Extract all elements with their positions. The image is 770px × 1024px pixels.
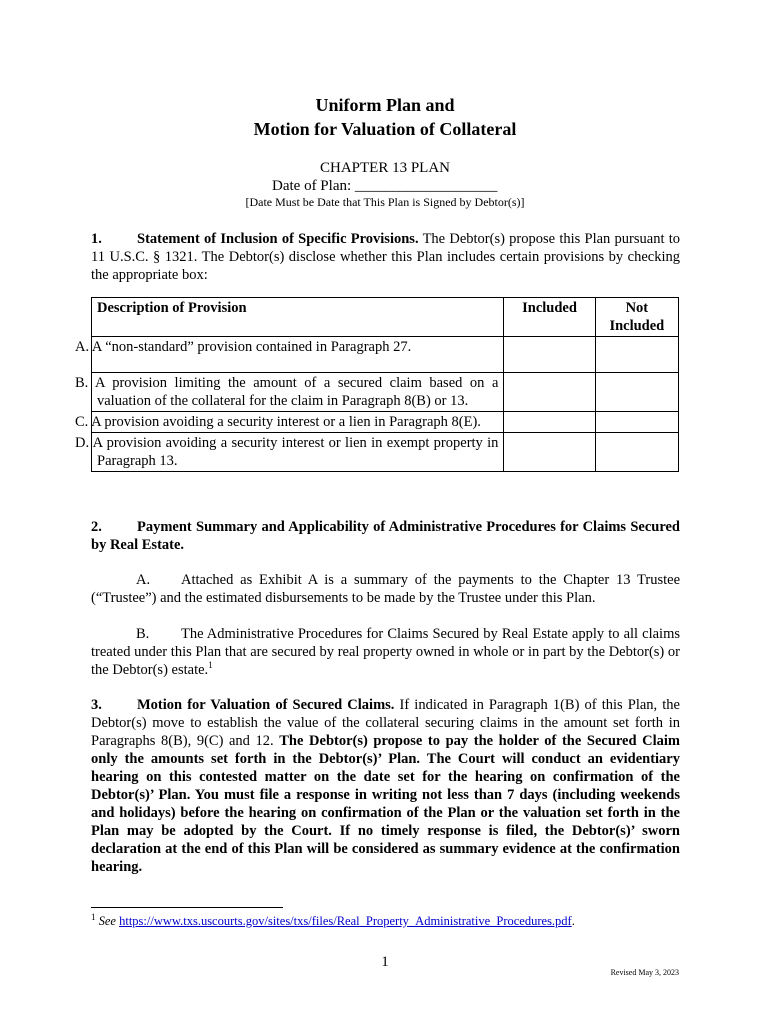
row-a-not-included-box[interactable] — [595, 337, 678, 373]
date-note: [Date Must be Date that This Plan is Signed by Debtor(s)] — [245, 195, 525, 209]
chapter-heading: CHAPTER 13 PLAN — [319, 160, 450, 176]
section-1-heading: Statement of Inclusion of Specific Provisions. — [137, 231, 419, 247]
page-number: 1 — [381, 954, 389, 970]
section-2a-label: A. — [136, 572, 151, 588]
row-b-included-box[interactable] — [504, 373, 595, 412]
header-included: Included — [504, 298, 595, 337]
section-2-heading: Payment Summary and Applicability of Administrative Procedures for Claims Secured by Real Estate. — [91, 519, 680, 553]
table-row — [92, 412, 679, 433]
doc-title-line2: Motion for Valuation of Collateral — [253, 119, 517, 139]
section-2a-text: Attached as Exhibit A is a summary of the payments to the Chapter 13 Trustee (“Trustee”) and the estimated disbursements to be made by the Trustee under this Plan. — [91, 572, 680, 606]
footnote-see: See — [98, 914, 116, 928]
header-not-included: Not Included — [595, 298, 678, 337]
section-3-text: If indicated in Paragraph 1(B) of this Plan, the Debtor(s) move to establish the value of the collateral securing claims in the amount set forth in Paragraphs 8(B), 9(C) and 12. — [91, 697, 680, 749]
row-c-not-included-box[interactable] — [595, 412, 678, 433]
revised-date: Revised May 3, 2023 — [610, 968, 679, 977]
row-a-included-box[interactable] — [504, 337, 595, 373]
row-a-description: A. A “non-standard” provision contained in Paragraph 27. — [92, 337, 504, 373]
table-row — [92, 433, 679, 472]
row-b-description: B. A provision limiting the amount of a secured claim based on a valuation of the collateral for the claim in Paragraph 8(B) or 13. — [92, 373, 504, 412]
row-b-not-included-box[interactable] — [595, 373, 678, 412]
row-c-description: C. A provision avoiding a security interest or a lien in Paragraph 8(E). — [92, 412, 504, 433]
section-3-number: 3. — [91, 697, 102, 713]
footnote-link[interactable]: https://www.txs.uscourts.gov/sites/txs/files/Real_Property_Administrative_Procedures.pdf — [119, 914, 572, 928]
table-header-row — [92, 298, 679, 337]
section-2b-label: B. — [136, 626, 150, 642]
section-1-number: 1. — [91, 231, 102, 247]
section-2b-text: The Administrative Procedures for Claims Secured by Real Estate apply to all claims treated under this Plan that are secured by real property owned in whole or in part by the Debtor(s) or the Debtor(s) estate. — [91, 626, 680, 678]
header-description: Description of Provision — [92, 298, 504, 337]
footnote: $^1$ See https://www.txs.uscourts.gov/sites/txs/files/Real_Property_Administrative_Procedures.pdf. — [91, 911, 575, 928]
section-2b — [91, 625, 680, 679]
section-3 — [91, 696, 680, 876]
section-2-heading-block — [91, 518, 680, 554]
section-2a — [91, 571, 680, 607]
footnote-divider — [91, 907, 283, 908]
table-row — [92, 373, 679, 412]
table-row — [92, 337, 679, 373]
section-1-text: The Debtor(s) propose this Plan pursuant to 11 U.S.C. § 1321. The Debtor(s) disclose whether this Plan includes certain provisions by checking the appropriate box: — [91, 231, 681, 283]
doc-title-line1: Uniform Plan and — [315, 95, 455, 115]
section-3-heading: Motion for Valuation of Secured Claims. — [137, 697, 395, 713]
section-2-number: 2. — [91, 519, 102, 535]
footnote-ref[interactable]: 1 — [208, 660, 213, 671]
row-d-description: D. A provision avoiding a security interest or lien in exempt property in Paragraph 13. — [92, 433, 504, 472]
provisions-table — [75, 297, 679, 472]
row-d-not-included-box[interactable] — [595, 433, 678, 472]
section-3-bold-text: The Debtor(s) propose to pay the holder of the Secured Claim only the amounts set forth in the Debtor(s)’ Plan. The Court will conduct an evidentiary hearing on this contested matter on the date set for the hearing on confirmation of the Debtor(s)’ Plan. You must file a response in writing not less than 7 days (including weekends and holidays) before the hearing on confirmation of the Plan or the valuation set forth in the Plan may be adopted by the Court. If no timely response is filed, the Debtor(s)’ sworn declaration at the end of this Plan will be considered as summary evidence at the confirmation hearing. — [91, 733, 681, 875]
section-1 — [91, 230, 680, 284]
date-of-plan: Date of Plan: ___________________ — [272, 178, 498, 194]
row-c-included-box[interactable] — [504, 412, 595, 433]
footnote-number: 1 — [91, 911, 96, 922]
row-d-included-box[interactable] — [504, 433, 595, 472]
